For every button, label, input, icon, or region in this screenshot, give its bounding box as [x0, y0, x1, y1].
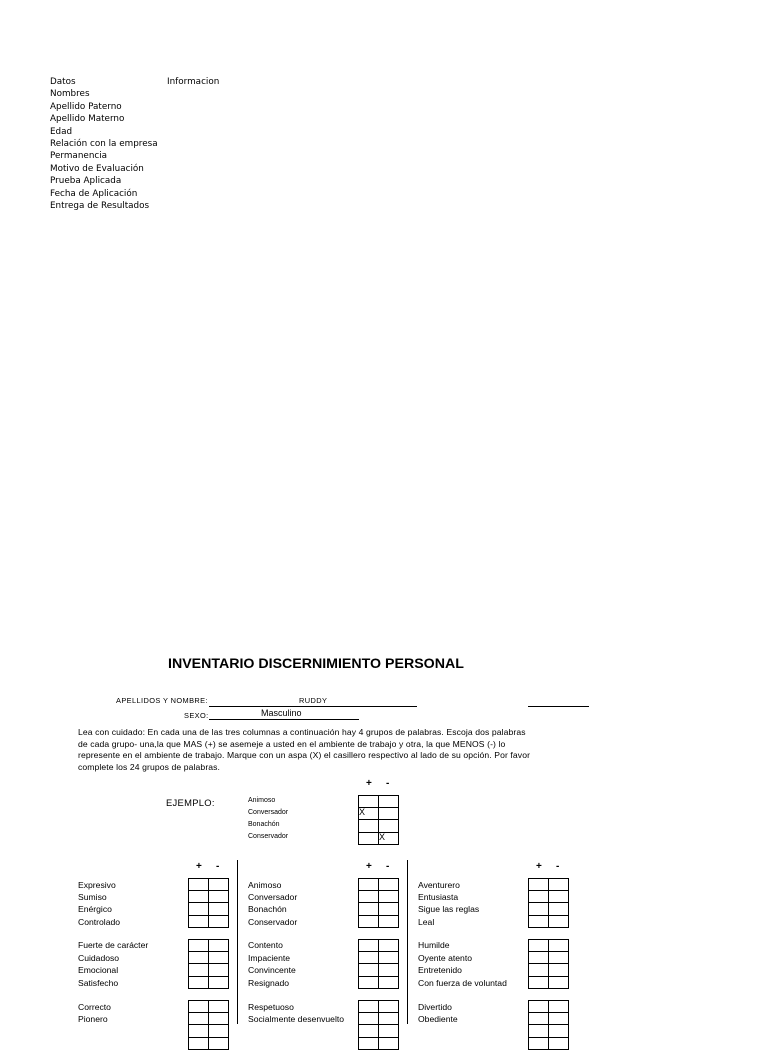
answer-cell-minus[interactable]	[379, 940, 399, 952]
form-title: INVENTARIO DISCERNIMIENTO PERSONAL	[168, 656, 464, 672]
word-contento: Contento	[248, 940, 283, 950]
word-con-fuerza-de-voluntad: Con fuerza de voluntad	[418, 978, 507, 988]
example-label: EJEMPLO:	[166, 797, 215, 808]
answer-cell-minus[interactable]	[379, 1001, 399, 1013]
answer-cell-plus[interactable]	[189, 879, 209, 891]
col1-minus-symbol: -	[216, 861, 220, 872]
instructions-line-4: complete los 24 grupos de palabras.	[78, 761, 221, 772]
word-socialmente-desenvuelto: Socialmente desenvuelto	[248, 1014, 345, 1024]
answer-grid	[358, 939, 399, 989]
word-resignado: Resignado	[248, 978, 290, 988]
answer-cell-plus[interactable]	[189, 940, 209, 952]
example-cell	[379, 808, 399, 820]
answer-cell-plus[interactable]	[189, 1001, 209, 1013]
example-plus-symbol: +	[366, 778, 372, 789]
answer-cell-plus[interactable]	[529, 1001, 549, 1013]
example-cell	[359, 832, 379, 844]
answer-cell-minus[interactable]	[209, 1037, 229, 1049]
answer-cell-minus[interactable]	[379, 1037, 399, 1049]
answer-cell-plus[interactable]	[359, 903, 379, 915]
info-field-prueba: Prueba Aplicada	[50, 176, 122, 187]
answer-grid	[528, 1000, 569, 1050]
answer-cell-plus[interactable]	[529, 879, 549, 891]
name-label: APELLIDOS Y NOMBRE:	[116, 696, 208, 705]
answer-grid	[188, 1000, 229, 1050]
word-conversador: Conversador	[248, 892, 298, 902]
answer-cell-plus[interactable]	[529, 952, 549, 964]
answer-cell-minus[interactable]	[379, 891, 399, 903]
word-expresivo: Expresivo	[78, 880, 116, 890]
word-convincente: Convincente	[248, 965, 296, 975]
info-field-nombres: Nombres	[50, 89, 90, 100]
info-field-edad: Edad	[50, 126, 73, 137]
info-header-informacion: Informacion	[167, 77, 220, 87]
example-word-2: Conversador	[248, 809, 289, 816]
answer-cell-minus[interactable]	[549, 891, 569, 903]
example-cell	[379, 820, 399, 832]
answer-cell-minus[interactable]	[209, 1025, 229, 1037]
word-energico: Enérgico	[78, 904, 112, 914]
word-impaciente: Impaciente	[248, 953, 291, 963]
word-satisfecho: Satisfecho	[78, 978, 119, 988]
answer-cell-plus[interactable]	[189, 1013, 209, 1025]
answer-cell-plus[interactable]	[529, 915, 549, 927]
answer-cell-minus[interactable]	[549, 1001, 569, 1013]
answer-cell-minus[interactable]	[549, 940, 569, 952]
sex-label: SEXO:	[184, 711, 209, 720]
answer-cell-plus[interactable]	[359, 952, 379, 964]
word-aventurero: Aventurero	[418, 880, 460, 890]
sex-field[interactable]	[209, 708, 359, 720]
word-pionero: Pionero	[78, 1014, 108, 1024]
answer-cell-minus[interactable]	[549, 915, 569, 927]
word-correcto: Correcto	[78, 1002, 111, 1012]
answer-cell-minus[interactable]	[209, 940, 229, 952]
word-obediente: Obediente	[418, 1014, 458, 1024]
instructions-line-2: de cada grupo- una,la que MAS (+) se asemeje a usted en el ambiente de trabajo y otra, la que MENOS (-) lo	[78, 738, 506, 749]
answer-cell-plus[interactable]	[189, 976, 209, 988]
column-separator-2	[407, 860, 408, 1024]
word-leal: Leal	[418, 917, 435, 927]
answer-grid	[358, 1000, 399, 1050]
answer-cell-minus[interactable]	[549, 1013, 569, 1025]
instructions-line-3: represente en el ambiente de trabajo. Marque con un aspa (X) el casillero respectivo al lado de su opción. Por favor	[78, 750, 531, 761]
sex-value: Masculino	[261, 708, 302, 718]
answer-cell-plus[interactable]	[189, 1037, 209, 1049]
answer-cell-plus[interactable]	[529, 903, 549, 915]
answer-cell-minus[interactable]	[549, 903, 569, 915]
info-field-apellido-materno: Apellido Materno	[50, 114, 125, 125]
answer-cell-minus[interactable]	[209, 891, 229, 903]
word-sigue-las-reglas: Sigue las reglas	[418, 904, 480, 914]
answer-cell-minus[interactable]	[379, 964, 399, 976]
example-cell: X	[359, 808, 379, 820]
word-humilde: Humilde	[418, 940, 450, 950]
answer-cell-plus[interactable]	[189, 891, 209, 903]
instructions-line-1: Lea con cuidado: En cada una de las tres columnas a continuación hay 4 grupos de palabras. Escoja dos palabras	[78, 727, 526, 737]
answer-cell-plus[interactable]	[359, 940, 379, 952]
info-field-motivo: Motivo de Evaluación	[50, 163, 144, 174]
answer-cell-plus[interactable]	[189, 903, 209, 915]
word-cuidadoso: Cuidadoso	[78, 953, 120, 963]
info-field-apellido-paterno: Apellido Paterno	[50, 101, 122, 112]
name-field[interactable]	[209, 694, 417, 707]
answer-cell-plus[interactable]	[529, 940, 549, 952]
answer-grid	[528, 939, 569, 989]
word-divertido: Divertido	[418, 1002, 452, 1012]
answer-cell-plus[interactable]	[359, 915, 379, 927]
answer-cell-minus[interactable]	[209, 1013, 229, 1025]
info-field-entrega: Entrega de Resultados	[50, 201, 150, 211]
word-entusiasta: Entusiasta	[418, 892, 459, 902]
answer-cell-minus[interactable]	[549, 879, 569, 891]
answer-cell-plus[interactable]	[359, 1013, 379, 1025]
answer-grid	[188, 939, 229, 989]
instructions	[78, 727, 530, 773]
answer-cell-plus[interactable]	[189, 1025, 209, 1037]
word-fuerte-de-caracter: Fuerte de carácter	[78, 940, 149, 950]
answer-cell-minus[interactable]	[379, 879, 399, 891]
answer-cell-plus[interactable]	[359, 964, 379, 976]
signature-line[interactable]	[528, 706, 589, 707]
answer-cell-plus[interactable]	[359, 891, 379, 903]
answer-grid	[528, 878, 569, 928]
answer-cell-plus[interactable]	[529, 891, 549, 903]
answer-cell-plus[interactable]	[189, 915, 209, 927]
col1-plus-symbol: +	[196, 861, 202, 872]
example-minus-symbol: -	[386, 778, 390, 789]
answer-cell-minus[interactable]	[209, 879, 229, 891]
answer-cell-plus[interactable]	[529, 1013, 549, 1025]
info-field-permanencia: Permanencia	[50, 151, 108, 162]
answer-cell-minus[interactable]	[209, 903, 229, 915]
answer-cell-minus[interactable]	[379, 952, 399, 964]
answer-cell-minus[interactable]	[209, 952, 229, 964]
answer-cell-minus[interactable]	[209, 976, 229, 988]
example-cell	[359, 820, 379, 832]
info-field-relacion: Relación con la empresa	[50, 139, 158, 149]
example-grid	[358, 795, 399, 845]
word-animoso: Animoso	[248, 880, 282, 890]
word-sumiso: Sumiso	[78, 892, 107, 902]
answer-cell-plus[interactable]	[529, 1037, 549, 1049]
answer-cell-plus[interactable]	[529, 964, 549, 976]
col3-minus-symbol: -	[556, 861, 560, 872]
info-field-fecha: Fecha de Aplicación	[50, 188, 138, 199]
answer-cell-minus[interactable]	[379, 1013, 399, 1025]
answer-cell-plus[interactable]	[529, 976, 549, 988]
answer-cell-plus[interactable]	[359, 879, 379, 891]
answer-cell-minus[interactable]	[379, 903, 399, 915]
info-header-datos: Datos	[50, 77, 76, 87]
answer-cell-minus[interactable]	[379, 915, 399, 927]
example-word-3: Bonachón	[248, 821, 280, 828]
name-value: RUDDY	[299, 696, 328, 705]
answer-cell-plus[interactable]	[359, 1037, 379, 1049]
example-word-1: Animoso	[248, 797, 276, 804]
answer-cell-minus[interactable]	[549, 952, 569, 964]
word-controlado: Controlado	[78, 917, 121, 927]
answer-cell-plus[interactable]	[189, 964, 209, 976]
answer-cell-minus[interactable]	[209, 964, 229, 976]
answer-cell-minus[interactable]	[549, 1037, 569, 1049]
column-separator-1	[237, 860, 238, 1024]
col2-plus-symbol: +	[366, 861, 372, 872]
word-conservador: Conservador	[248, 917, 298, 927]
example-cell: X	[379, 832, 399, 844]
answer-grid	[188, 878, 229, 928]
word-emocional: Emocional	[78, 965, 119, 975]
example-cell	[359, 796, 379, 808]
answer-cell-minus[interactable]	[209, 1001, 229, 1013]
answer-cell-plus[interactable]	[529, 1025, 549, 1037]
col2-minus-symbol: -	[386, 861, 390, 872]
answer-cell-minus[interactable]	[379, 1025, 399, 1037]
answer-cell-plus[interactable]	[359, 1001, 379, 1013]
answer-cell-minus[interactable]	[549, 964, 569, 976]
answer-cell-minus[interactable]	[549, 976, 569, 988]
word-respetuoso: Respetuoso	[248, 1002, 294, 1012]
example-word-4: Conservador	[248, 833, 289, 840]
answer-grid	[358, 878, 399, 928]
answer-cell-minus[interactable]	[549, 1025, 569, 1037]
answer-cell-plus[interactable]	[359, 1025, 379, 1037]
word-bonachon: Bonachón	[248, 904, 287, 914]
answer-cell-minus[interactable]	[379, 976, 399, 988]
example-cell	[379, 796, 399, 808]
answer-cell-plus[interactable]	[359, 976, 379, 988]
answer-cell-minus[interactable]	[209, 915, 229, 927]
word-entretenido: Entretenido	[418, 965, 462, 975]
col3-plus-symbol: +	[536, 861, 542, 872]
answer-cell-plus[interactable]	[189, 952, 209, 964]
word-oyente-atento: Oyente atento	[418, 953, 472, 963]
